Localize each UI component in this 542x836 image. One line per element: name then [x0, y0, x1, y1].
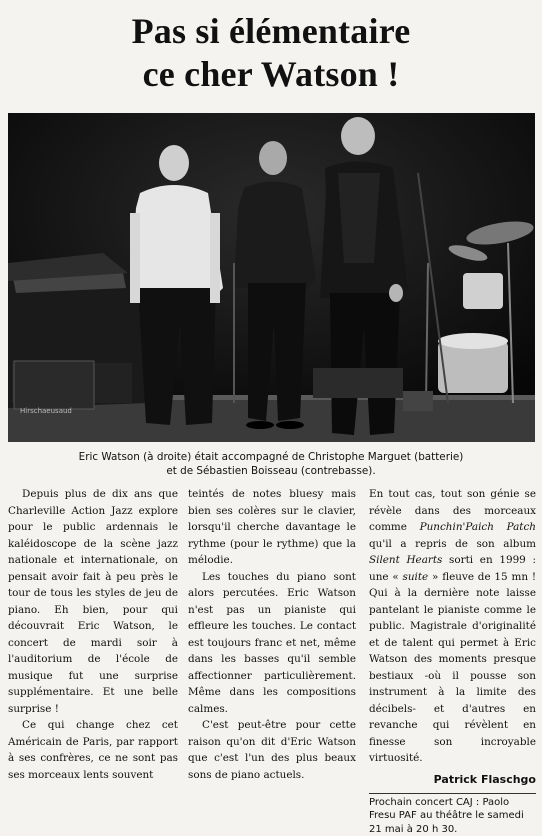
concert-photo-illustration [8, 113, 535, 442]
article-paragraph-4: C'est peut-être pour cette raison qu'on dit d'Eric Watson que c'est l'un des plus beaux sons de piano actuels. [188, 717, 356, 783]
concert-photo [8, 113, 535, 442]
paragraph-5-text-a: En tout cas, tout son génie se révèle dans des morceaux comme [369, 488, 536, 533]
paragraph-5-text-b: qu'il a repris de son album [369, 538, 536, 550]
article-paragraph-1: Depuis plus de dix ans que Charleville Action Jazz explore pour le public ardennais le kaléidoscope de la scène jazz nationale et internationale, on pensait avoir fait à peu près le tour de tous les styles de jeu de piano. Eh bien, pour qui découvrait Eric Watson, le concert de mardi soir à l'auditorium de l'école de musique fut une surprise supplémentaire. Et une belle surprise ! [8, 486, 178, 717]
article-column-2 [188, 486, 356, 783]
article-paragraph-3: Les touches du piano sont alors percutées. Eric Watson n'est pas un pianiste qui effleure les touches. Le contact est toujours franc et net, même dans les basses qu'il semble affectionner particulièrement. Même dans les compositions calmes. [188, 569, 356, 718]
article-column-1 [8, 486, 178, 783]
photo-caption [0, 450, 542, 478]
article-column-3 [369, 486, 536, 836]
caption-line-2: et de Sébastien Boisseau (contrebasse). [0, 464, 542, 478]
caption-line-1: Eric Watson (à droite) était accompagné de Christophe Marguet (batterie) [0, 450, 542, 464]
paragraph-5-text-d: » fleuve de 15 mn ! Qui à la dernière note laisse pantelant le pianiste comme le public. Magistrale d'originalité et de talent qui permet à Eric Watson des moments presque bestiaux -où il pousse son instrument à la limite des décibels- et d'autres en revanche qui révèlent en finesse son incroyable virtuosité. [369, 571, 536, 765]
paragraph-5-text-c: sorti en 1999 : une « [369, 554, 536, 583]
headline-line-2: ce cher Watson ! [0, 53, 542, 96]
divider [369, 793, 536, 794]
album-title: Silent Hearts [369, 554, 442, 566]
amplifier [14, 361, 94, 415]
next-concert-note: Prochain concert CAJ : Paolo Fresu PAF au théâtre le samedi 21 mai à 20 h 30. [369, 796, 536, 836]
drum-brand-label: Hirschaeusaud [20, 407, 72, 415]
article-paragraph-2-cont: teintés de notes bluesy mais bien ses colères sur le clavier, lorsqu'il cherche davantage le rythme (pour le rythme) que la mélodie. [188, 486, 356, 569]
article-paragraph-2: Ce qui change chez cet Américain de Paris, par rapport à ses confrères, ce ne sont pas ses morceaux lents souvent [8, 717, 178, 783]
headline [0, 10, 542, 96]
article-paragraph-5-cont [369, 486, 536, 767]
album-track-title: Punchin'Paich Patch [420, 521, 536, 533]
suite-word: suite [403, 571, 429, 583]
headline-line-1: Pas si élémentaire [0, 10, 542, 53]
author-signature: Patrick Flaschgo [369, 773, 536, 787]
